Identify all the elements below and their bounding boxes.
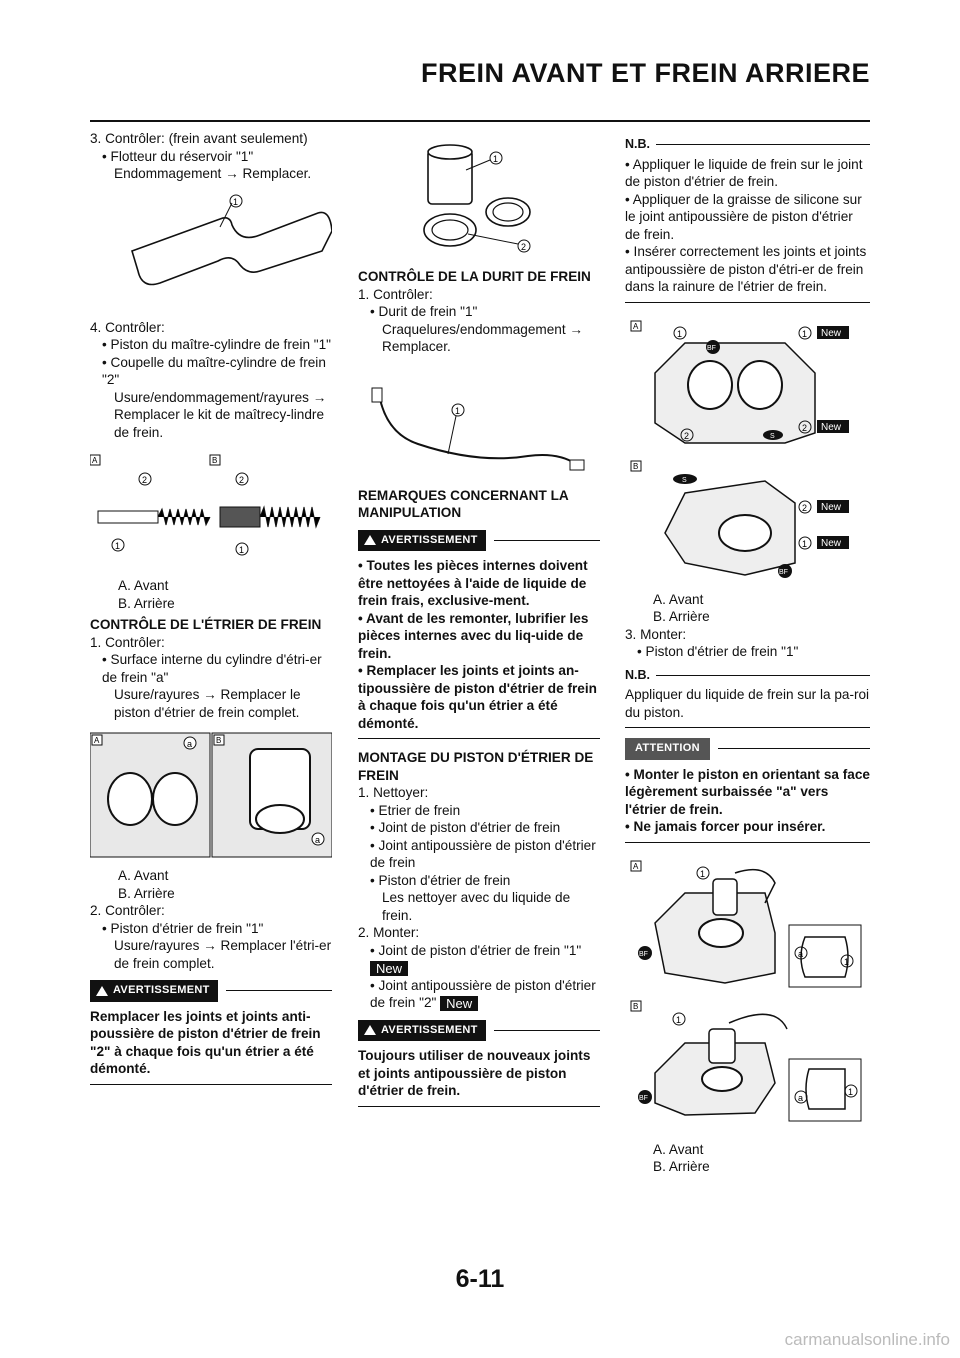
s-mark: S	[682, 476, 687, 484]
callout-1: 1	[848, 1086, 854, 1097]
callout-2: 2	[142, 475, 148, 485]
step-1: 1. Contrôler:	[90, 634, 165, 650]
attention-badge: ATTENTION	[625, 738, 710, 760]
s-mark: S	[770, 432, 775, 440]
bullet-piston: • Piston d'étrier de frein "1"	[102, 920, 264, 936]
divider	[718, 748, 870, 749]
label-b: B	[212, 456, 218, 465]
action-text: Usure/rayures → Remplacer l'étri-er de frein complet.	[114, 938, 332, 971]
callout-a: a	[315, 835, 321, 845]
callout-1: 1	[233, 196, 239, 207]
warning-item: • Toutes les pièces internes doivent être nettoyées à l'aide de liquide de frein frais, exclusive-ment.	[358, 558, 588, 608]
warning-header	[358, 1020, 600, 1042]
bf-mark: BF	[639, 950, 648, 958]
label-b: B	[633, 1001, 639, 1011]
column-right	[625, 130, 870, 1176]
warning-icon	[364, 1025, 376, 1035]
legend-a: A. Avant	[118, 578, 169, 593]
bullet-cup: • Coupelle du maître-cylindre de frein "2"	[102, 354, 326, 387]
warning-icon	[96, 986, 108, 996]
divider	[656, 144, 870, 145]
label-a: A	[633, 321, 639, 331]
caliper-seal-figure	[625, 313, 867, 583]
divider	[494, 540, 600, 541]
warning-text: Remplacer les joints et joints anti-poussière de piston d'étrier de frein "2" à chaque fois qu'un étrier a été démonté.	[90, 1008, 321, 1076]
bullet-float: • Flotteur du réservoir "1"	[102, 148, 254, 164]
nb-item: • Appliquer le liquide de frein sur le joint de piston d'étrier de frein.	[625, 156, 863, 189]
divider	[625, 842, 870, 843]
callout-a: a	[187, 739, 193, 749]
heading-hose: CONTRÔLE DE LA DURIT DE FREIN	[358, 269, 591, 284]
attention-item: • Ne jamais forcer pour insérer.	[625, 819, 826, 834]
warning-item: • Remplacer les joints et joints an-tipoussière de piston d'étrier de frein à chaque fois qu'un étrier a été démonté.	[358, 663, 597, 731]
bullet-piston: • Piston du maître-cylindre de frein "1"	[102, 337, 331, 352]
warning-item: • Avant de les remonter, lubrifier les pièces internes avec du liq-uide de frein.	[358, 610, 589, 661]
divider	[358, 738, 600, 739]
warning-badge	[90, 980, 218, 1002]
divider	[625, 302, 870, 303]
warning-header	[90, 980, 332, 1002]
step-1: 1. Nettoyer:	[358, 785, 429, 800]
legend-b: B. Arrière	[653, 609, 710, 624]
watermark: carmanualsonline.info	[784, 1330, 950, 1349]
divider	[494, 1030, 600, 1031]
nb-label: N.B.	[625, 667, 650, 682]
attention-item: • Monter le piston en orientant sa face légèrement surbaissée "a" vers l'étrier de frein.	[625, 766, 870, 817]
bullet-text: • Joint antipoussière de piston d'étrier de frein "2"	[370, 977, 596, 1010]
step-2: 2. Contrôler:	[90, 903, 165, 918]
heading-assembly: MONTAGE DU PISTON D'ÉTRIER DE FREIN	[358, 750, 594, 783]
page-title: FREIN AVANT ET FREIN ARRIERE	[420, 58, 870, 88]
new-badge: New	[821, 501, 842, 513]
callout-1: 1	[239, 545, 245, 555]
divider	[625, 727, 870, 728]
list-item: • Joint antipoussière de piston d'étrier de frein	[370, 837, 596, 870]
bullet-cylinder: • Surface interne du cylindre d'étri-er de frein "a"	[102, 652, 322, 685]
page-number: 6-11	[455, 1265, 505, 1293]
reservoir-float-figure	[90, 191, 332, 311]
callout-1: 1	[677, 328, 683, 339]
callout-1: 1	[676, 1014, 682, 1025]
legend-b: B. Arrière	[118, 885, 175, 901]
label-a: A	[633, 861, 639, 871]
legend-a: A. Avant	[653, 1141, 704, 1157]
new-badge: New	[821, 327, 842, 339]
callout-2: 2	[521, 242, 527, 252]
new-badge: New	[821, 421, 842, 433]
divider	[90, 1084, 332, 1085]
label-a: A	[94, 736, 100, 745]
list-item: • Piston d'étrier de frein	[370, 872, 511, 888]
warning-label: AVERTISSEMENT	[381, 533, 478, 546]
new-badge-row	[358, 959, 600, 977]
warning-header	[358, 530, 600, 552]
bullet-hose: • Durit de frein "1"	[370, 304, 478, 319]
callout-2: 2	[802, 422, 808, 433]
nb-text: Appliquer du liquide de frein sur la pa-roi du piston.	[625, 687, 870, 720]
step-3: 3. Contrôler: (frein avant seulement)	[90, 131, 308, 146]
list-item: • Joint de piston d'étrier de frein	[370, 820, 561, 835]
legend-a: A. Avant	[653, 591, 704, 607]
callout-a: a	[798, 948, 804, 959]
nb-item: • Insérer correctement les joints et joints antipoussière de piston d'étri-er de frein dans la rainure de l'étrier de frein.	[625, 244, 867, 294]
callout-1: 1	[844, 956, 850, 967]
label-b: B	[633, 461, 639, 471]
heading-caliper: CONTRÔLE DE L'ÉTRIER DE FREIN	[90, 617, 322, 632]
bf-mark: BF	[707, 344, 716, 352]
master-cylinder-figure	[90, 449, 332, 569]
bf-mark: BF	[779, 568, 788, 576]
bf-mark: BF	[639, 1094, 648, 1102]
callout-1: 1	[493, 154, 499, 164]
step-4: 4. Contrôler:	[90, 319, 165, 335]
divider	[358, 1106, 600, 1107]
callout-2: 2	[239, 475, 245, 485]
header-rule	[90, 120, 870, 122]
bullet-dust-seal	[358, 977, 600, 1012]
step-2: 2. Monter:	[358, 925, 420, 940]
piston-install-figure	[625, 853, 867, 1133]
list-item: • Etrier de frein	[370, 802, 461, 818]
callout-2: 2	[802, 502, 808, 513]
bullet-piston: • Piston d'étrier de frein "1"	[637, 644, 799, 659]
warning-icon	[364, 535, 376, 545]
action-text: Endommagement → Remplacer.	[114, 166, 312, 181]
label-a: A	[92, 456, 98, 465]
piston-seal-figure	[358, 130, 600, 260]
warning-label: AVERTISSEMENT	[381, 1023, 478, 1036]
divider	[226, 990, 332, 991]
action-text: Usure/endommagement/rayures → Remplacer le kit de maîtrecy-lindre de frein.	[114, 389, 327, 440]
callout-1: 1	[455, 405, 461, 416]
column-middle	[358, 130, 600, 1117]
callout-1: 1	[802, 538, 808, 549]
legend-b: B. Arrière	[118, 595, 175, 611]
warning-text: Toujours utiliser de nouveaux joints et joints antipoussière de piston d'étrier de frein.	[358, 1048, 591, 1098]
step-1: 1. Contrôler:	[358, 286, 433, 302]
label-b: B	[216, 736, 222, 745]
warning-label: AVERTISSEMENT	[113, 984, 210, 996]
callout-a: a	[798, 1092, 804, 1103]
action-text: Craquelures/endommagement → Remplacer.	[382, 321, 583, 354]
new-badge: New	[821, 537, 842, 549]
warning-badge	[358, 530, 486, 552]
nb-item: • Appliquer de la graisse de silicone sur le joint antipoussière de piston d'étrier de frein.	[625, 191, 862, 242]
nb-header	[625, 136, 870, 154]
callout-1: 1	[115, 541, 121, 551]
attention-header	[625, 738, 870, 760]
action-text: Usure/rayures → Remplacer le piston d'étrier de frein complet.	[114, 687, 301, 720]
caliper-figure	[90, 729, 332, 859]
nb-header	[625, 667, 870, 685]
new-badge: New	[370, 961, 408, 976]
legend-a: A. Avant	[118, 868, 169, 883]
callout-1: 1	[802, 328, 808, 339]
legend-b: B. Arrière	[653, 1159, 710, 1174]
action-text: Les nettoyer avec du liquide de frein.	[382, 890, 571, 923]
callout-2: 2	[684, 430, 690, 441]
nb-label: N.B.	[625, 137, 650, 151]
callout-1: 1	[700, 868, 706, 879]
heading-handling: REMARQUES CONCERNANT LA MANIPULATION	[358, 487, 569, 520]
bullet-seal: • Joint de piston d'étrier de frein "1"	[370, 942, 582, 958]
warning-badge	[358, 1020, 486, 1042]
column-left	[90, 130, 332, 1095]
new-badge: New	[440, 996, 478, 1011]
divider	[656, 675, 870, 676]
step-3: 3. Monter:	[625, 626, 687, 642]
brake-hose-figure	[358, 364, 600, 479]
